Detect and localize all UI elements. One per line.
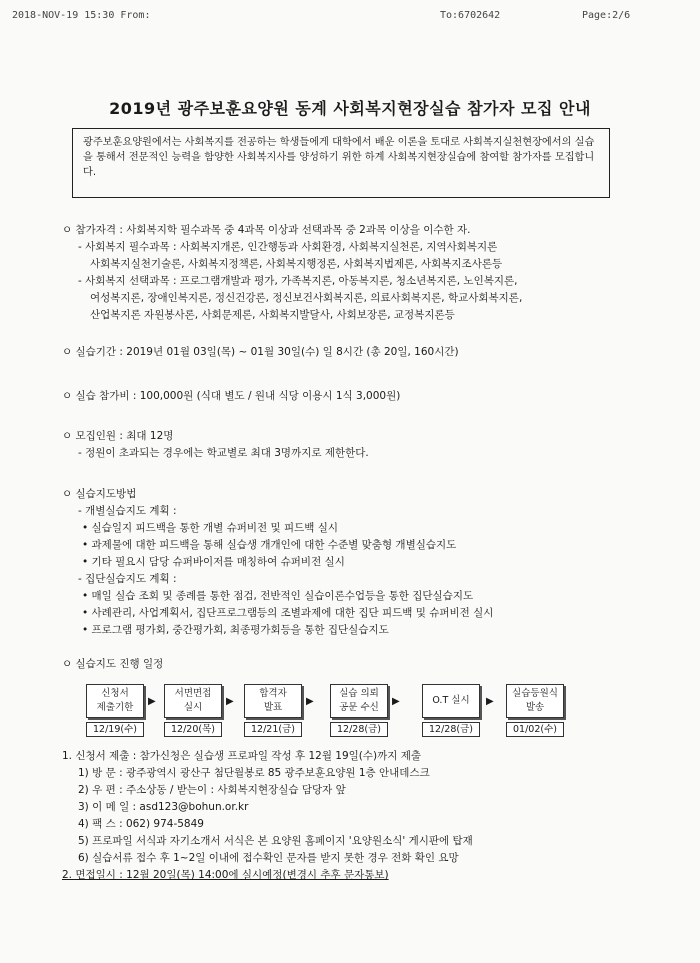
arrow-right-icon: ▶ [306,696,314,707]
submission-item: 2) 우 편 : 주소상동 / 받는이 : 사회복지현장실습 담당자 앞 [78,784,346,796]
schedule-step-date: 01/02(수) [506,722,564,737]
individual-label: - 개별실습지도 계획 : [78,505,177,517]
submission-item: 3) 이 메 일 : asd123@bohun.or.kr [78,801,249,813]
required-courses-cont: 사회복지실천기술론, 사회복지정책론, 사회복지행정론, 사회복지법제론, 사회복지조사론등 [90,258,503,270]
interview-line: 2. 면접일시 : 12월 20일(목) 14:00에 실시예정(변경시 추후 문자통보) [62,869,389,881]
recruit-note: - 정원이 초과되는 경우에는 학교별로 최대 3명까지로 제한한다. [78,447,369,459]
group-label: - 집단실습지도 계획 : [78,573,177,585]
recruit-heading: ㅇ 모집인원 : 최대 12명 [62,430,174,442]
schedule-step-date: 12/21(금) [244,722,302,737]
guidance-heading: ㅇ 실습지도방법 [62,488,137,500]
fee-line: ㅇ 실습 참가비 : 100,000원 (식대 별도 / 원내 식당 이용시 1식 3,000원) [62,390,401,402]
schedule-step-date: 12/19(수) [86,722,144,737]
schedule-step [164,684,222,737]
intro-box: 광주보훈요양원에서는 사회복지를 전공하는 학생들에게 대학에서 배운 이론을 토대로 사회복지실천현장에서의 실습을 통해서 전문적인 능력을 함양한 사회복지사를 양성하기 위한 하계 사회복지현장실습에 참여할 참가자를 모집합니다. [72,128,610,198]
group-item: • 매일 실습 조회 및 종례를 통한 점검, 전반적인 실습이론수업등을 통한 집단실습지도 [82,590,474,602]
arrow-right-icon: ▶ [226,696,234,707]
submission-item: 5) 프로파일 서식과 자기소개서 서식은 본 요양원 홈페이지 '요양원소식' 게시판에 탑재 [78,835,473,847]
schedule-step-date: 12/28(금) [422,722,480,737]
elective-courses-cont1: 여성복지론, 장애인복지론, 정신건강론, 정신보건사회복지론, 의료사회복지론, 학교사회복지론, [90,292,523,304]
guidance-section [62,486,642,639]
individual-item: • 과제물에 대한 피드백을 통해 실습생 개개인에 대한 수준별 맞춤형 개별실습지도 [82,539,457,551]
schedule-step-date: 12/28(금) [330,722,388,737]
qualification-section [62,222,642,324]
group-item: • 프로그램 평가회, 중간평가회, 최종평가회등을 통한 집단실습지도 [82,624,389,636]
elective-courses: - 사회복지 선택과목 : 프로그램개발과 평가, 가족복지론, 아동복지론, 청소년복지론, 노인복지론, [78,275,518,287]
recruit-section [62,428,642,462]
submission-item: 6) 실습서류 접수 후 1~2일 이내에 접수확인 문자를 받지 못한 경우 전화 확인 요망 [78,852,459,864]
schedule-step-label: 실습등원식 발송 [506,684,564,718]
individual-item: • 기타 필요시 담당 슈퍼바이저를 매칭하여 슈퍼비전 실시 [82,556,345,568]
document-title: 2019년 광주보훈요양원 동계 사회복지현장실습 참가자 모집 안내 [109,99,591,118]
required-courses: - 사회복지 필수과목 : 사회복지개론, 인간행동과 사회환경, 사회복지실천론, 지역사회복지론 [78,241,498,253]
schedule-step [422,684,480,737]
schedule-step [506,684,564,737]
arrow-right-icon: ▶ [392,696,400,707]
submission-item: 1) 방 문 : 광주광역시 광산구 첨단월봉로 85 광주보훈요양원 1층 안내데스크 [78,767,430,779]
arrow-right-icon: ▶ [148,696,156,707]
individual-item: • 실습일지 피드백을 통한 개별 슈퍼비전 및 피드백 실시 [82,522,339,534]
submission-section [62,748,642,884]
schedule-flow [86,684,606,744]
schedule-step-date: 12/20(목) [164,722,222,737]
fax-header-sender: 2018-NOV-19 15:30 From: [12,10,151,21]
period-line: ㅇ 실습기간 : 2019년 01월 03일(목) ~ 01월 30일(수) 일 8시간 (총 20일, 160시간) [62,346,459,358]
submission-heading: 1. 신청서 제출 : 참가신청은 실습생 프로파일 작성 후 12월 19일(수)까지 제출 [62,750,422,762]
schedule-step [86,684,144,737]
fax-header-page: Page:2/6 [582,10,631,21]
schedule-step-label: 신청서 제출기한 [86,684,144,718]
submission-item: 4) 팩 스 : 062) 974-5849 [78,818,204,830]
elective-courses-cont2: 산업복지론 자원봉사론, 사회문제론, 사회복지발달사, 사회보장론, 교정복지론등 [90,309,455,321]
schedule-step-label: O.T 실시 [422,684,480,718]
schedule-step-label: 실습 의뢰 공문 수신 [330,684,388,718]
schedule-step-label: 합격자 발표 [244,684,302,718]
fax-header-recipient: To:6702642 [440,10,501,21]
qualification-heading: ㅇ 참가자격 : 사회복지학 필수과목 중 4과목 이상과 선택과목 중 2과목 이상을 이수한 자. [62,224,471,236]
schedule-step [330,684,388,737]
schedule-step [244,684,302,737]
group-item: • 사례관리, 사업계획서, 집단프로그램등의 조별과제에 대한 집단 피드백 및 슈퍼비전 실시 [82,607,494,619]
schedule-heading: ㅇ 실습지도 진행 일정 [62,658,164,670]
arrow-right-icon: ▶ [486,696,494,707]
schedule-step-label: 서면면접 실시 [164,684,222,718]
